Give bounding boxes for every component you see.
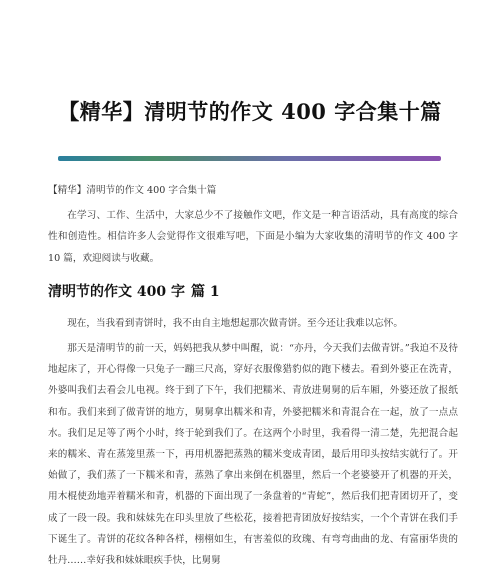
title-divider xyxy=(58,156,441,161)
intro-label: 【精华】清明节的作文 400 字合集十篇 xyxy=(48,185,217,196)
document-body xyxy=(48,180,458,566)
document-title: 【精华】清明节的作文 400 字合集十篇 xyxy=(58,99,442,124)
section-paragraph-2: 那天是清明节的前一天，妈妈把我从梦中叫醒，说：“亦丹，今天我们去做青饼。”我迫不及待地起床了，开心得像一只兔子一蹦三尺高，穿好衣服像猎豹似的跑下楼去。看到外婆正在洗青，外婆叫我们去看会儿电视。终于到了下午，我们把糯米、青放进舅舅的后车厢，外婆还放了报纸和布。我们来到了做青饼的地方，舅舅拿出糯米和青，外婆把糯米和青混合在一起，放了一点点水。我们足足等了两个小时，终于轮到我们了。在这两个小时里，我看得一清二楚，先把混合起来的糯米、青在蒸笼里蒸一下，再用机器把蒸熟的糯米变成青团，最后用印头按结实就行了。开始做了，我们蒸了一下糯米和青，蒸熟了拿出来倒在机器里，然后一个老婆婆开了机器的开关，用木棍使劲地弄着糯米和青，机器的下面出现了一条盘着的“青蛇”，然后我们把青团切开了，变成了一段一段。我和妹妹先在印头里放了些松花，接着把青团放好按结实，一个个青饼在我们手下诞生了。青饼的花纹各种各样，栩栩如生，有害羞似的玫瑰、有弯弯曲曲的龙、有富丽华贵的牡丹……幸好我和妹妹眼疾手快，比舅舅 xyxy=(48,343,458,566)
section-heading-index: 篇 1 xyxy=(190,283,220,300)
section-heading-main: 清明节的作文 400 字 xyxy=(48,283,185,300)
intro-paragraph: 在学习、工作、生活中，大家总少不了接触作文吧，作文是一种言语活动，具有高度的综合性和创造性。相信许多人会觉得作文很难写吧，下面是小编为大家收集的清明节的作文 400 字 10 篇，欢迎阅读与收藏。 xyxy=(48,210,458,264)
section-paragraph-1: 现在，当我看到青饼时，我不由自主地想起那次做青饼。至今还让我难以忘怀。 xyxy=(67,317,403,329)
section-heading xyxy=(48,281,458,303)
